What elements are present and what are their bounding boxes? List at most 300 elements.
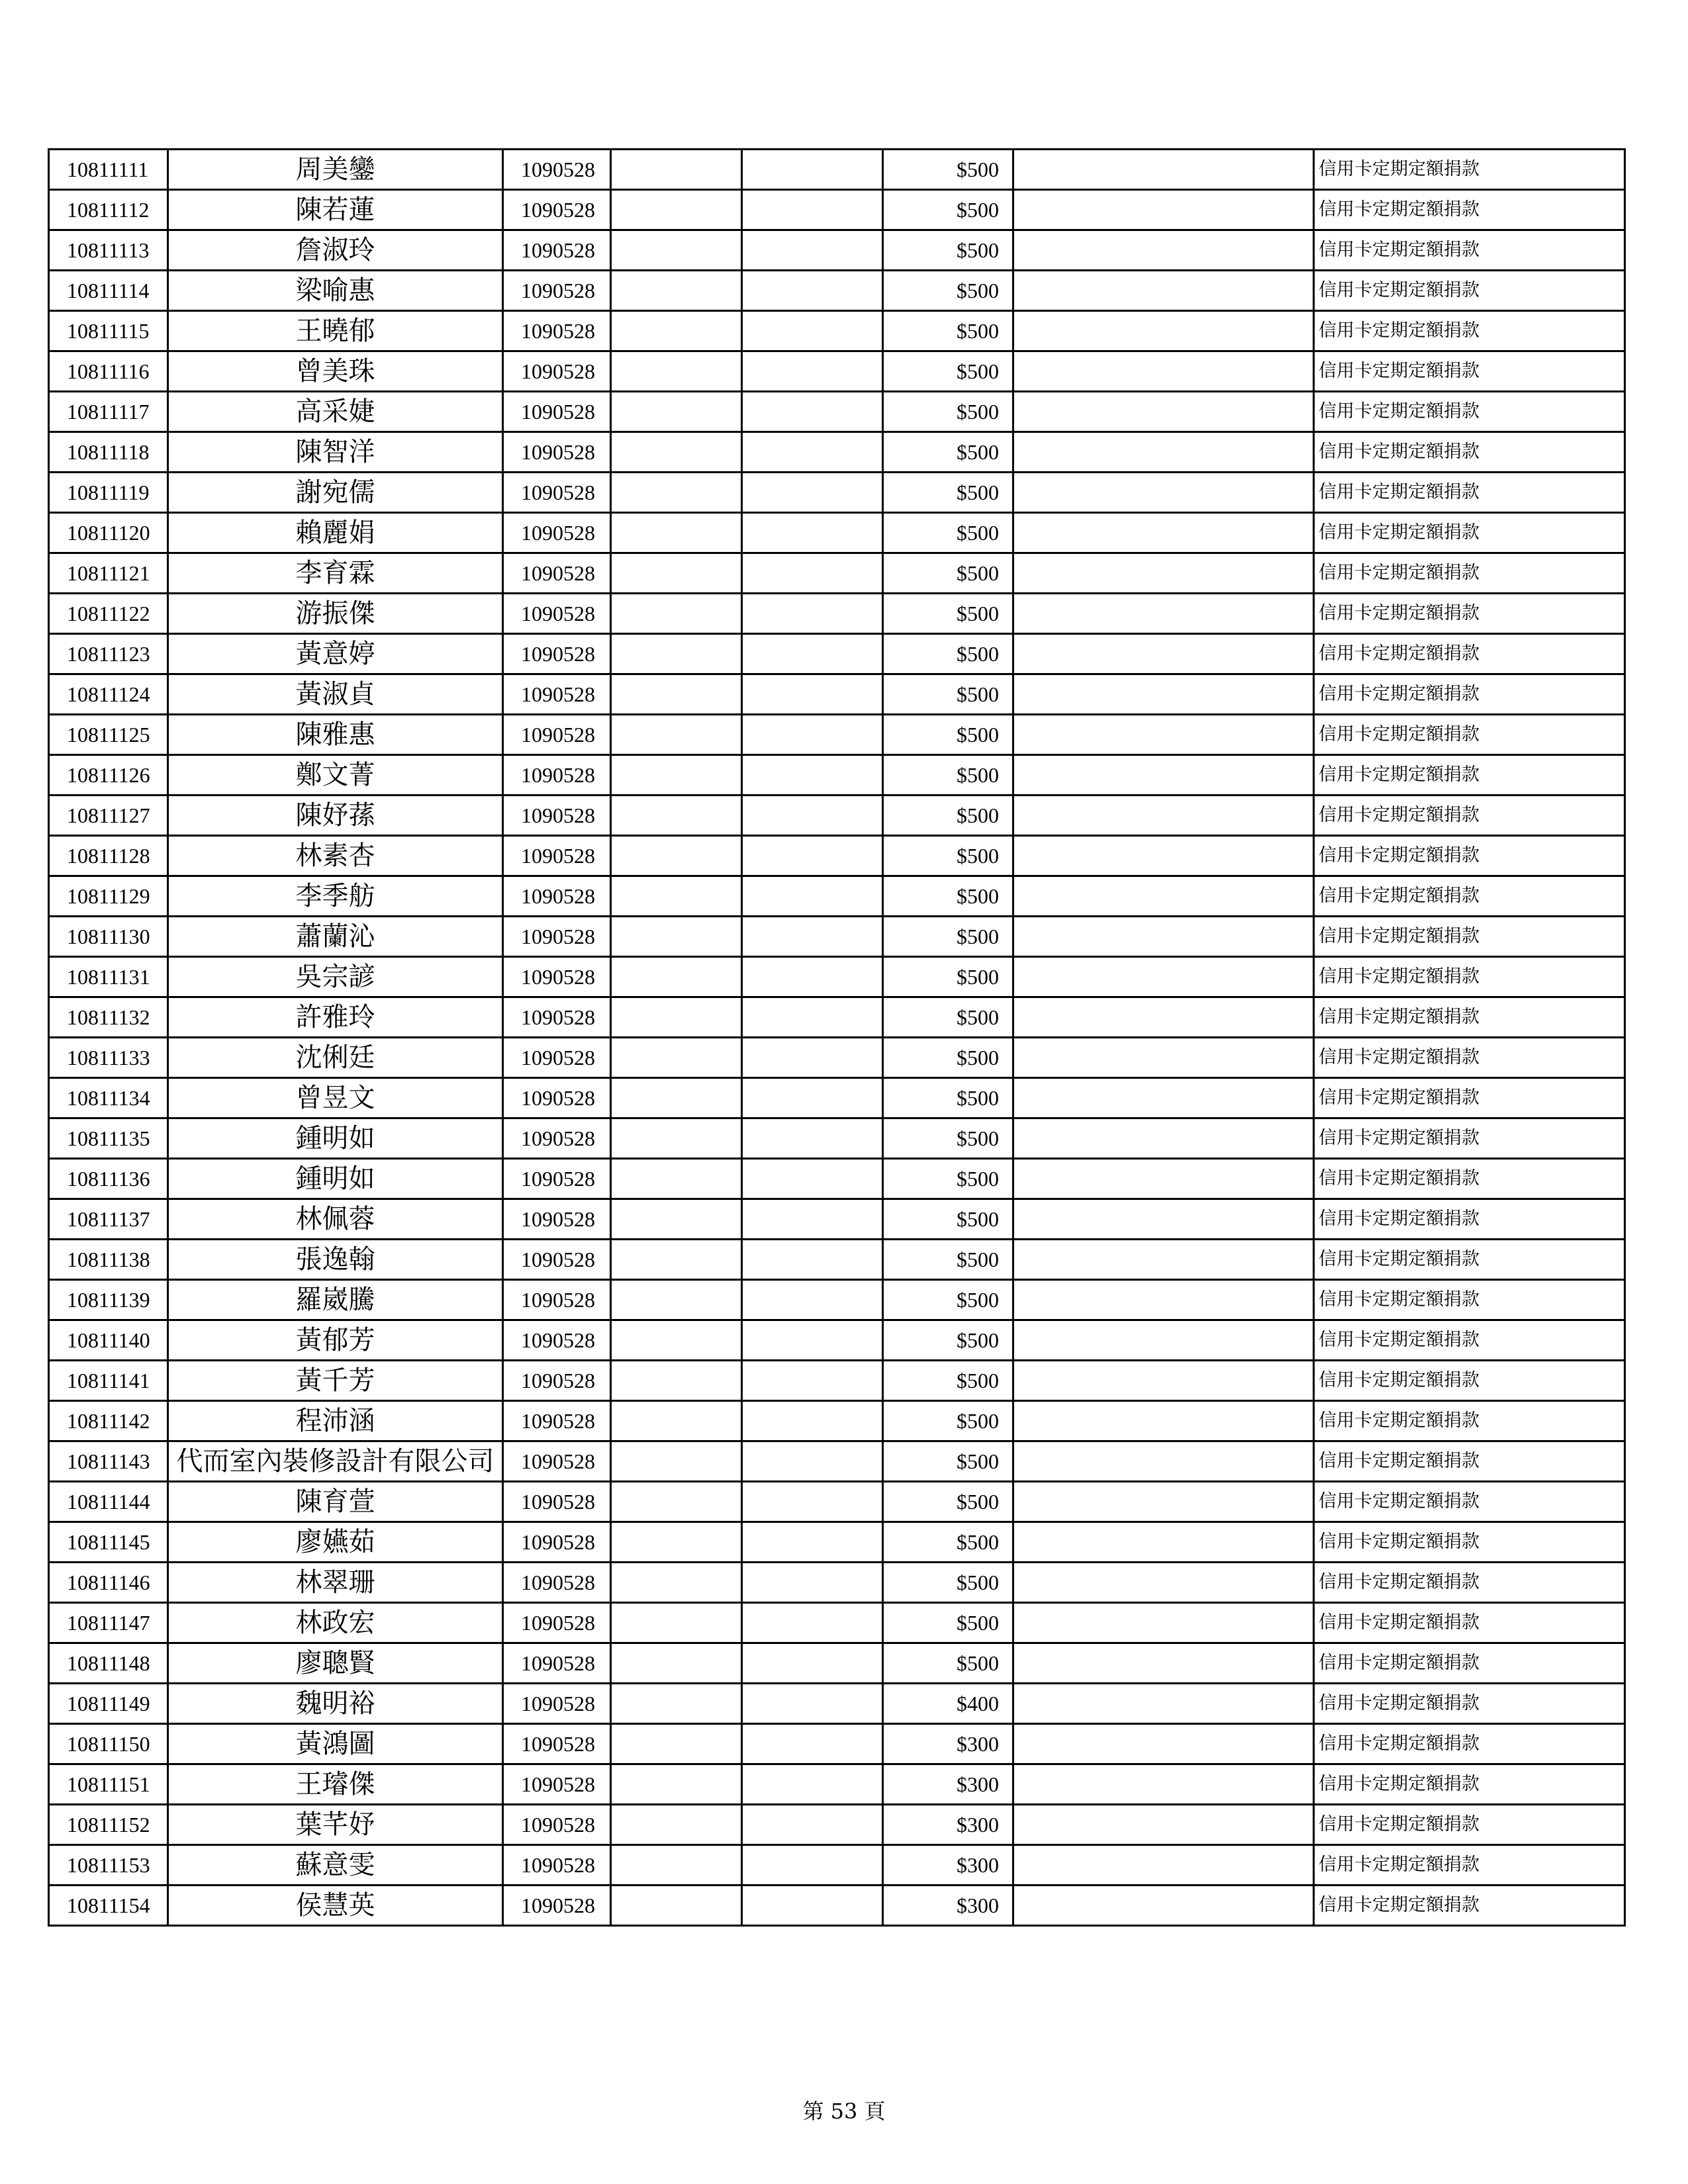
donation-note-cell: 信用卡定期定額捐款: [1314, 796, 1625, 836]
empty-cell: [611, 674, 742, 715]
donation-date-cell: 1090528: [503, 1845, 611, 1886]
empty-cell: [611, 957, 742, 997]
empty-cell: [1013, 473, 1314, 513]
empty-cell: [1013, 553, 1314, 594]
donation-amount-cell: $500: [883, 796, 1013, 836]
table-row: [49, 432, 1625, 473]
empty-cell: [611, 1401, 742, 1441]
donation-amount-cell: $500: [883, 755, 1013, 796]
empty-cell: [742, 190, 883, 230]
donor-id-cell: 10811124: [49, 674, 168, 715]
empty-cell: [742, 1118, 883, 1159]
donation-date-cell: 1090528: [503, 1563, 611, 1603]
table-row: [49, 1684, 1625, 1724]
donor-name-cell: 黃鴻圖: [168, 1724, 503, 1764]
donor-name-cell: 陳智洋: [168, 432, 503, 473]
donor-name-cell: 侯慧英: [168, 1886, 503, 1926]
empty-cell: [742, 1724, 883, 1764]
empty-cell: [1013, 1643, 1314, 1684]
donation-amount-cell: $500: [883, 1280, 1013, 1320]
donation-amount-cell: $500: [883, 836, 1013, 876]
empty-cell: [611, 594, 742, 634]
donor-id-cell: 10811123: [49, 634, 168, 674]
empty-cell: [611, 1199, 742, 1240]
empty-cell: [611, 1603, 742, 1643]
empty-cell: [742, 1078, 883, 1118]
empty-cell: [742, 957, 883, 997]
donation-amount-cell: $500: [883, 1643, 1013, 1684]
donation-amount-cell: $500: [883, 392, 1013, 432]
empty-cell: [611, 1522, 742, 1563]
table-row: [49, 796, 1625, 836]
donation-note-cell: 信用卡定期定額捐款: [1314, 634, 1625, 674]
donor-name-cell: 高采婕: [168, 392, 503, 432]
table-row: [49, 917, 1625, 957]
donor-name-cell: 陳妤蓀: [168, 796, 503, 836]
empty-cell: [611, 1320, 742, 1361]
table-row: [49, 230, 1625, 271]
donation-amount-cell: $500: [883, 957, 1013, 997]
empty-cell: [742, 1563, 883, 1603]
donation-date-cell: 1090528: [503, 553, 611, 594]
donor-id-cell: 10811134: [49, 1078, 168, 1118]
donation-note-cell: 信用卡定期定額捐款: [1314, 1886, 1625, 1926]
empty-cell: [742, 432, 883, 473]
empty-cell: [1013, 1361, 1314, 1401]
donation-date-cell: 1090528: [503, 674, 611, 715]
donation-note-cell: 信用卡定期定額捐款: [1314, 1078, 1625, 1118]
donor-id-cell: 10811129: [49, 876, 168, 917]
donor-id-cell: 10811117: [49, 392, 168, 432]
empty-cell: [1013, 1886, 1314, 1926]
donor-id-cell: 10811127: [49, 796, 168, 836]
donation-amount-cell: $500: [883, 230, 1013, 271]
donor-name-cell: 曾美珠: [168, 351, 503, 392]
empty-cell: [1013, 1038, 1314, 1078]
table-row: [49, 1441, 1625, 1482]
empty-cell: [611, 1886, 742, 1926]
donor-id-cell: 10811120: [49, 513, 168, 553]
empty-cell: [611, 271, 742, 311]
donation-date-cell: 1090528: [503, 271, 611, 311]
donation-amount-cell: $500: [883, 1159, 1013, 1199]
empty-cell: [1013, 836, 1314, 876]
donation-amount-cell: $500: [883, 351, 1013, 392]
empty-cell: [1013, 1845, 1314, 1886]
donation-date-cell: 1090528: [503, 1078, 611, 1118]
donation-amount-cell: $300: [883, 1764, 1013, 1805]
empty-cell: [1013, 230, 1314, 271]
donation-date-cell: 1090528: [503, 1724, 611, 1764]
donation-note-cell: 信用卡定期定額捐款: [1314, 1361, 1625, 1401]
empty-cell: [1013, 917, 1314, 957]
donation-amount-cell: $500: [883, 553, 1013, 594]
empty-cell: [742, 1441, 883, 1482]
empty-cell: [1013, 1764, 1314, 1805]
donor-id-cell: 10811147: [49, 1603, 168, 1643]
donor-name-cell: 林素杏: [168, 836, 503, 876]
empty-cell: [1013, 513, 1314, 553]
empty-cell: [611, 230, 742, 271]
empty-cell: [1013, 634, 1314, 674]
donation-note-cell: 信用卡定期定額捐款: [1314, 836, 1625, 876]
donation-amount-cell: $500: [883, 1038, 1013, 1078]
table-row: [49, 1603, 1625, 1643]
empty-cell: [1013, 755, 1314, 796]
donor-name-cell: 代而室內裝修設計有限公司: [168, 1441, 503, 1482]
donation-note-cell: 信用卡定期定額捐款: [1314, 917, 1625, 957]
donor-id-cell: 10811128: [49, 836, 168, 876]
empty-cell: [1013, 190, 1314, 230]
donor-name-cell: 王璿傑: [168, 1764, 503, 1805]
empty-cell: [611, 876, 742, 917]
donation-date-cell: 1090528: [503, 715, 611, 755]
donation-amount-cell: $500: [883, 271, 1013, 311]
empty-cell: [1013, 1199, 1314, 1240]
donor-id-cell: 10811150: [49, 1724, 168, 1764]
empty-cell: [1013, 1159, 1314, 1199]
donor-name-cell: 林翠珊: [168, 1563, 503, 1603]
donation-date-cell: 1090528: [503, 997, 611, 1038]
empty-cell: [742, 1643, 883, 1684]
donation-date-cell: 1090528: [503, 1603, 611, 1643]
donor-name-cell: 蕭蘭沁: [168, 917, 503, 957]
donor-id-cell: 10811130: [49, 917, 168, 957]
donation-date-cell: 1090528: [503, 351, 611, 392]
donor-id-cell: 10811140: [49, 1320, 168, 1361]
table-row: [49, 392, 1625, 432]
donor-id-cell: 10811137: [49, 1199, 168, 1240]
table-row: [49, 190, 1625, 230]
empty-cell: [742, 513, 883, 553]
empty-cell: [742, 1684, 883, 1724]
empty-cell: [742, 1845, 883, 1886]
donation-date-cell: 1090528: [503, 150, 611, 190]
table-row: [49, 311, 1625, 351]
donor-name-cell: 陳若蓮: [168, 190, 503, 230]
empty-cell: [611, 1764, 742, 1805]
donation-amount-cell: $400: [883, 1684, 1013, 1724]
donation-note-cell: 信用卡定期定額捐款: [1314, 957, 1625, 997]
empty-cell: [742, 674, 883, 715]
donation-amount-cell: $500: [883, 1199, 1013, 1240]
table-row: [49, 513, 1625, 553]
empty-cell: [1013, 351, 1314, 392]
donor-name-cell: 陳育萱: [168, 1482, 503, 1522]
donation-date-cell: 1090528: [503, 473, 611, 513]
donation-date-cell: 1090528: [503, 755, 611, 796]
empty-cell: [1013, 432, 1314, 473]
donation-date-cell: 1090528: [503, 1038, 611, 1078]
table-row: [49, 1522, 1625, 1563]
empty-cell: [1013, 1563, 1314, 1603]
empty-cell: [611, 1482, 742, 1522]
donation-note-cell: 信用卡定期定額捐款: [1314, 755, 1625, 796]
donation-note-cell: 信用卡定期定額捐款: [1314, 432, 1625, 473]
empty-cell: [742, 230, 883, 271]
donation-date-cell: 1090528: [503, 190, 611, 230]
empty-cell: [611, 351, 742, 392]
table-row: [49, 1361, 1625, 1401]
donation-note-cell: 信用卡定期定額捐款: [1314, 1482, 1625, 1522]
donor-id-cell: 10811126: [49, 755, 168, 796]
empty-cell: [742, 1764, 883, 1805]
empty-cell: [611, 796, 742, 836]
donation-note-cell: 信用卡定期定額捐款: [1314, 715, 1625, 755]
table-row: [49, 1724, 1625, 1764]
donation-note-cell: 信用卡定期定額捐款: [1314, 1401, 1625, 1441]
donor-name-cell: 葉芊妤: [168, 1805, 503, 1845]
donor-id-cell: 10811135: [49, 1118, 168, 1159]
donation-note-cell: 信用卡定期定額捐款: [1314, 513, 1625, 553]
donor-name-cell: 梁喻惠: [168, 271, 503, 311]
donation-note-cell: 信用卡定期定額捐款: [1314, 876, 1625, 917]
donation-date-cell: 1090528: [503, 1805, 611, 1845]
donation-amount-cell: $300: [883, 1845, 1013, 1886]
table-row: [49, 271, 1625, 311]
empty-cell: [611, 1038, 742, 1078]
empty-cell: [742, 553, 883, 594]
donor-name-cell: 鍾明如: [168, 1118, 503, 1159]
table-row: [49, 1805, 1625, 1845]
donor-name-cell: 林佩蓉: [168, 1199, 503, 1240]
empty-cell: [742, 271, 883, 311]
donation-date-cell: 1090528: [503, 1280, 611, 1320]
empty-cell: [1013, 997, 1314, 1038]
donation-date-cell: 1090528: [503, 1118, 611, 1159]
donation-note-cell: 信用卡定期定額捐款: [1314, 392, 1625, 432]
empty-cell: [742, 1401, 883, 1441]
donor-id-cell: 10811138: [49, 1240, 168, 1280]
donor-id-cell: 10811148: [49, 1643, 168, 1684]
donation-amount-cell: $500: [883, 1441, 1013, 1482]
table-row: [49, 1240, 1625, 1280]
donation-date-cell: 1090528: [503, 1159, 611, 1199]
donation-amount-cell: $500: [883, 473, 1013, 513]
donor-id-cell: 10811143: [49, 1441, 168, 1482]
empty-cell: [1013, 1603, 1314, 1643]
donor-id-cell: 10811132: [49, 997, 168, 1038]
donation-amount-cell: $500: [883, 1118, 1013, 1159]
donation-date-cell: 1090528: [503, 836, 611, 876]
empty-cell: [611, 150, 742, 190]
table-row: [49, 1159, 1625, 1199]
donor-name-cell: 鄭文菁: [168, 755, 503, 796]
donation-date-cell: 1090528: [503, 1199, 611, 1240]
empty-cell: [1013, 1482, 1314, 1522]
donation-amount-cell: $500: [883, 1078, 1013, 1118]
donation-amount-cell: $500: [883, 1401, 1013, 1441]
empty-cell: [611, 311, 742, 351]
donor-id-cell: 10811144: [49, 1482, 168, 1522]
table-row: [49, 1280, 1625, 1320]
donation-note-cell: 信用卡定期定額捐款: [1314, 1724, 1625, 1764]
donation-amount-cell: $500: [883, 190, 1013, 230]
donation-date-cell: 1090528: [503, 1401, 611, 1441]
donor-id-cell: 10811141: [49, 1361, 168, 1401]
empty-cell: [1013, 796, 1314, 836]
empty-cell: [742, 473, 883, 513]
donation-note-cell: 信用卡定期定額捐款: [1314, 351, 1625, 392]
donation-date-cell: 1090528: [503, 876, 611, 917]
donation-note-cell: 信用卡定期定額捐款: [1314, 230, 1625, 271]
donation-date-cell: 1090528: [503, 1643, 611, 1684]
empty-cell: [742, 997, 883, 1038]
table-row: [49, 715, 1625, 755]
donation-amount-cell: $500: [883, 1361, 1013, 1401]
table-row: [49, 1764, 1625, 1805]
donor-name-cell: 羅崴騰: [168, 1280, 503, 1320]
empty-cell: [1013, 594, 1314, 634]
empty-cell: [1013, 1805, 1314, 1845]
table-row: [49, 1845, 1625, 1886]
table-row: [49, 1199, 1625, 1240]
empty-cell: [1013, 1441, 1314, 1482]
donation-note-cell: 信用卡定期定額捐款: [1314, 1764, 1625, 1805]
table-row: [49, 836, 1625, 876]
empty-cell: [1013, 150, 1314, 190]
table-body: [49, 150, 1625, 1926]
empty-cell: [611, 836, 742, 876]
empty-cell: [1013, 1118, 1314, 1159]
donation-note-cell: 信用卡定期定額捐款: [1314, 1118, 1625, 1159]
donation-amount-cell: $500: [883, 1563, 1013, 1603]
donation-amount-cell: $500: [883, 634, 1013, 674]
donation-amount-cell: $500: [883, 513, 1013, 553]
empty-cell: [742, 876, 883, 917]
empty-cell: [1013, 1522, 1314, 1563]
empty-cell: [611, 917, 742, 957]
empty-cell: [742, 1522, 883, 1563]
empty-cell: [1013, 271, 1314, 311]
table-row: [49, 1078, 1625, 1118]
donation-amount-cell: $500: [883, 674, 1013, 715]
donor-id-cell: 10811151: [49, 1764, 168, 1805]
donor-name-cell: 蘇意雯: [168, 1845, 503, 1886]
donation-date-cell: 1090528: [503, 634, 611, 674]
donor-name-cell: 張逸翰: [168, 1240, 503, 1280]
donation-date-cell: 1090528: [503, 796, 611, 836]
empty-cell: [1013, 1280, 1314, 1320]
table-row: [49, 1563, 1625, 1603]
empty-cell: [1013, 674, 1314, 715]
donor-name-cell: 鍾明如: [168, 1159, 503, 1199]
donor-name-cell: 許雅玲: [168, 997, 503, 1038]
donation-note-cell: 信用卡定期定額捐款: [1314, 1320, 1625, 1361]
empty-cell: [742, 1482, 883, 1522]
donor-id-cell: 10811112: [49, 190, 168, 230]
donation-note-cell: 信用卡定期定額捐款: [1314, 473, 1625, 513]
donor-name-cell: 程沛涵: [168, 1401, 503, 1441]
donation-date-cell: 1090528: [503, 917, 611, 957]
donor-name-cell: 謝宛儒: [168, 473, 503, 513]
donor-id-cell: 10811136: [49, 1159, 168, 1199]
donation-amount-cell: $500: [883, 997, 1013, 1038]
donor-id-cell: 10811152: [49, 1805, 168, 1845]
empty-cell: [611, 1361, 742, 1401]
donation-date-cell: 1090528: [503, 230, 611, 271]
donor-name-cell: 廖嬿茹: [168, 1522, 503, 1563]
donation-date-cell: 1090528: [503, 1240, 611, 1280]
donor-name-cell: 曾昱文: [168, 1078, 503, 1118]
donor-name-cell: 魏明裕: [168, 1684, 503, 1724]
donation-note-cell: 信用卡定期定額捐款: [1314, 1643, 1625, 1684]
empty-cell: [742, 1199, 883, 1240]
donation-note-cell: 信用卡定期定額捐款: [1314, 1441, 1625, 1482]
donor-id-cell: 10811115: [49, 311, 168, 351]
table-row: [49, 1886, 1625, 1926]
table-row: [49, 594, 1625, 634]
donation-note-cell: 信用卡定期定額捐款: [1314, 1845, 1625, 1886]
empty-cell: [742, 634, 883, 674]
empty-cell: [742, 311, 883, 351]
empty-cell: [611, 1643, 742, 1684]
empty-cell: [742, 1361, 883, 1401]
donor-name-cell: 游振傑: [168, 594, 503, 634]
empty-cell: [742, 1805, 883, 1845]
donation-note-cell: 信用卡定期定額捐款: [1314, 150, 1625, 190]
empty-cell: [611, 1845, 742, 1886]
donation-date-cell: 1090528: [503, 1361, 611, 1401]
page-number: 第 53 頁: [802, 2099, 886, 2124]
donation-amount-cell: $500: [883, 1320, 1013, 1361]
table-row: [49, 997, 1625, 1038]
donation-date-cell: 1090528: [503, 1522, 611, 1563]
donation-note-cell: 信用卡定期定額捐款: [1314, 1280, 1625, 1320]
empty-cell: [742, 392, 883, 432]
table-row: [49, 876, 1625, 917]
donation-amount-cell: $300: [883, 1805, 1013, 1845]
empty-cell: [1013, 1401, 1314, 1441]
empty-cell: [742, 1038, 883, 1078]
donor-name-cell: 廖聰賢: [168, 1643, 503, 1684]
donor-name-cell: 王曉郁: [168, 311, 503, 351]
table-row: [49, 150, 1625, 190]
donation-date-cell: 1090528: [503, 1482, 611, 1522]
donation-amount-cell: $500: [883, 876, 1013, 917]
donation-note-cell: 信用卡定期定額捐款: [1314, 674, 1625, 715]
empty-cell: [611, 1805, 742, 1845]
donation-amount-cell: $500: [883, 311, 1013, 351]
donation-note-cell: 信用卡定期定額捐款: [1314, 1240, 1625, 1280]
donation-note-cell: 信用卡定期定額捐款: [1314, 997, 1625, 1038]
table-row: [49, 1482, 1625, 1522]
empty-cell: [611, 1280, 742, 1320]
donor-name-cell: 賴麗娟: [168, 513, 503, 553]
donation-date-cell: 1090528: [503, 1764, 611, 1805]
donation-note-cell: 信用卡定期定額捐款: [1314, 553, 1625, 594]
empty-cell: [1013, 1724, 1314, 1764]
donor-name-cell: 黃淑貞: [168, 674, 503, 715]
table-row: [49, 1401, 1625, 1441]
empty-cell: [611, 553, 742, 594]
donor-id-cell: 10811133: [49, 1038, 168, 1078]
donation-note-cell: 信用卡定期定額捐款: [1314, 1563, 1625, 1603]
empty-cell: [1013, 1684, 1314, 1724]
table-row: [49, 1118, 1625, 1159]
empty-cell: [1013, 715, 1314, 755]
donor-id-cell: 10811154: [49, 1886, 168, 1926]
donor-id-cell: 10811119: [49, 473, 168, 513]
donor-name-cell: 黃意婷: [168, 634, 503, 674]
donor-name-cell: 吳宗諺: [168, 957, 503, 997]
donation-amount-cell: $500: [883, 917, 1013, 957]
donation-date-cell: 1090528: [503, 1441, 611, 1482]
donation-note-cell: 信用卡定期定額捐款: [1314, 594, 1625, 634]
donor-id-cell: 10811142: [49, 1401, 168, 1441]
donor-name-cell: 黃千芳: [168, 1361, 503, 1401]
empty-cell: [611, 997, 742, 1038]
